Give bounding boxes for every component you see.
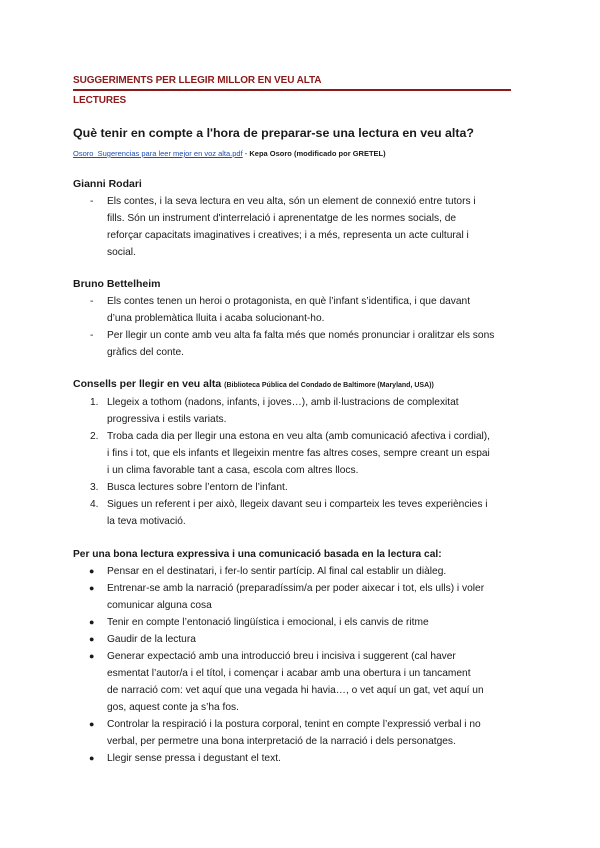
list-marker: ● <box>89 634 95 644</box>
list-item-line: reforçar capacitats imaginatives i creatives; i a més, representa un acte cultural i <box>107 230 469 241</box>
list-item <box>73 428 490 479</box>
list-item-line: de narració com: vet aquí que una vegada hi havia…, o vet aquí un gat, vet aquí un <box>107 685 484 696</box>
list-item-line: verbal, per permetre una bona interpretació de la narració i dels personatges. <box>107 736 456 747</box>
list-item-line: gràfics del conte. <box>107 347 185 358</box>
list-marker: - <box>90 296 94 307</box>
list-item-line: Entrenar-se amb la narració (preparadíssim/a per poder aixecar i tot, els ulls) i voler <box>107 583 485 594</box>
section-heading <box>73 376 490 394</box>
list-item <box>73 479 490 496</box>
list-item-line: social. <box>107 247 136 258</box>
list-item-line: Els contes tenen un heroi o protagonista, en què l’infant s’identifica, i que davant <box>107 296 471 307</box>
list-item <box>73 563 484 580</box>
list-item-line: Llegir sense pressa i degustant el text. <box>107 753 281 764</box>
list-item-line: comunicar alguna cosa <box>107 600 212 611</box>
list-marker: ● <box>89 566 95 576</box>
list-item <box>73 293 494 327</box>
list-item-line: gos, aquest conte ja s’ha fos. <box>107 702 239 713</box>
document-subtitle: LECTURES <box>73 95 127 106</box>
bettelheim-list <box>73 293 494 361</box>
list-item-line: Els contes, i la seva lectura en veu alta, són un element de connexió entre tutors i <box>107 196 476 207</box>
consells-list <box>73 394 490 530</box>
list-item-line: la teva motivació. <box>107 516 186 527</box>
list-marker: ● <box>89 617 95 627</box>
list-marker: - <box>90 196 94 207</box>
rodari-list <box>73 193 476 261</box>
bona-intro: Per una bona lectura expressiva i una comunicació basada en la lectura cal: <box>73 549 442 560</box>
list-item-line: Per llegir un conte amb veu alta fa falta més que només pronunciar i oralitzar els sons <box>107 330 495 341</box>
document-title: SUGGERIMENTS PER LLEGIR MILLOR EN VEU ALTA <box>73 75 322 86</box>
list-item-line: esmentat l’autor/a i el títol, i començar i acabar amb una obertura i un tancament <box>107 668 471 679</box>
source-separator: - <box>242 149 250 158</box>
section-heading: Gianni Rodari <box>73 178 142 190</box>
list-item-line: i fins i tot, que els infants et llegeixin mentre fas altres coses, sempre creant un espai <box>107 448 490 459</box>
list-marker: ● <box>89 651 95 661</box>
list-item-line: Controlar la respiració i la postura corporal, tenint en compte l’expressió verbal i no <box>107 719 481 730</box>
list-item <box>73 580 484 614</box>
source-line <box>73 149 386 158</box>
list-item <box>73 716 484 750</box>
source-link[interactable]: Osoro_Sugerencias para leer mejor en voz alta.pdf <box>73 149 243 158</box>
list-item-line: Troba cada dia per llegir una estona en veu alta (amb comunicació afectiva i cordial), <box>107 431 490 442</box>
list-marker: 3. <box>90 482 99 493</box>
title-rule <box>73 89 511 91</box>
list-item-line: Gaudir de la lectura <box>107 634 196 645</box>
consells-heading-note: (Biblioteca Pública del Condado de Baltimore (Maryland, USA)) <box>224 382 434 389</box>
list-item-line: Llegeix a tothom (nadons, infants, i joves…), amb il·lustracions de complexitat <box>107 397 459 408</box>
list-item-line: Busca lectures sobre l’entorn de l’infant. <box>107 482 288 493</box>
section-consells <box>73 376 490 530</box>
list-item-line: i un clima favorable tant a casa, escola com altres llocs. <box>107 465 359 476</box>
list-item-line: progressiva i estils variats. <box>107 414 227 425</box>
list-marker: ● <box>89 583 95 593</box>
list-item <box>73 327 494 361</box>
list-item-line: Sigues un referent i per això, llegeix davant seu i comparteix les teves experiències i <box>107 499 488 510</box>
list-item <box>73 614 484 631</box>
list-marker: 4. <box>90 499 99 510</box>
section-rodari <box>73 176 476 261</box>
list-marker: - <box>90 330 94 341</box>
list-marker: ● <box>89 753 95 763</box>
list-marker: 2. <box>90 431 99 442</box>
section-bettelheim <box>73 276 494 361</box>
list-marker: 1. <box>90 397 99 408</box>
section-bona-lectura <box>73 546 484 767</box>
list-item-line: d’una problemàtica lluita i acaba solucionant-ho. <box>107 313 325 324</box>
list-item-line: Tenir en compte l’entonació lingüística i emocional, i els canvis de ritme <box>107 617 429 628</box>
main-question: Què tenir en compte a l'hora de preparar-se una lectura en veu alta? <box>73 126 474 140</box>
list-item <box>73 496 490 530</box>
list-marker: ● <box>89 719 95 729</box>
list-item-line: Pensar en el destinatari, i fer-lo sentir partícip. Al final cal establir un diàleg. <box>107 566 447 577</box>
list-item <box>73 193 476 261</box>
source-author: Kepa Osoro (modificado por GRETEL) <box>249 149 386 158</box>
list-item <box>73 750 484 767</box>
list-item <box>73 648 484 716</box>
consells-heading: Consells per llegir en veu alta <box>73 378 222 390</box>
list-item-line: fills. Són un instrument d'interrelació i aprenentatge de les normes socials, de <box>107 213 457 224</box>
section-heading: Bruno Bettelheim <box>73 278 161 290</box>
list-item <box>73 394 490 428</box>
list-item-line: Generar expectació amb una introducció breu i incisiva i suggerent (cal haver <box>107 651 456 662</box>
list-item <box>73 631 484 648</box>
bona-list <box>73 563 484 767</box>
